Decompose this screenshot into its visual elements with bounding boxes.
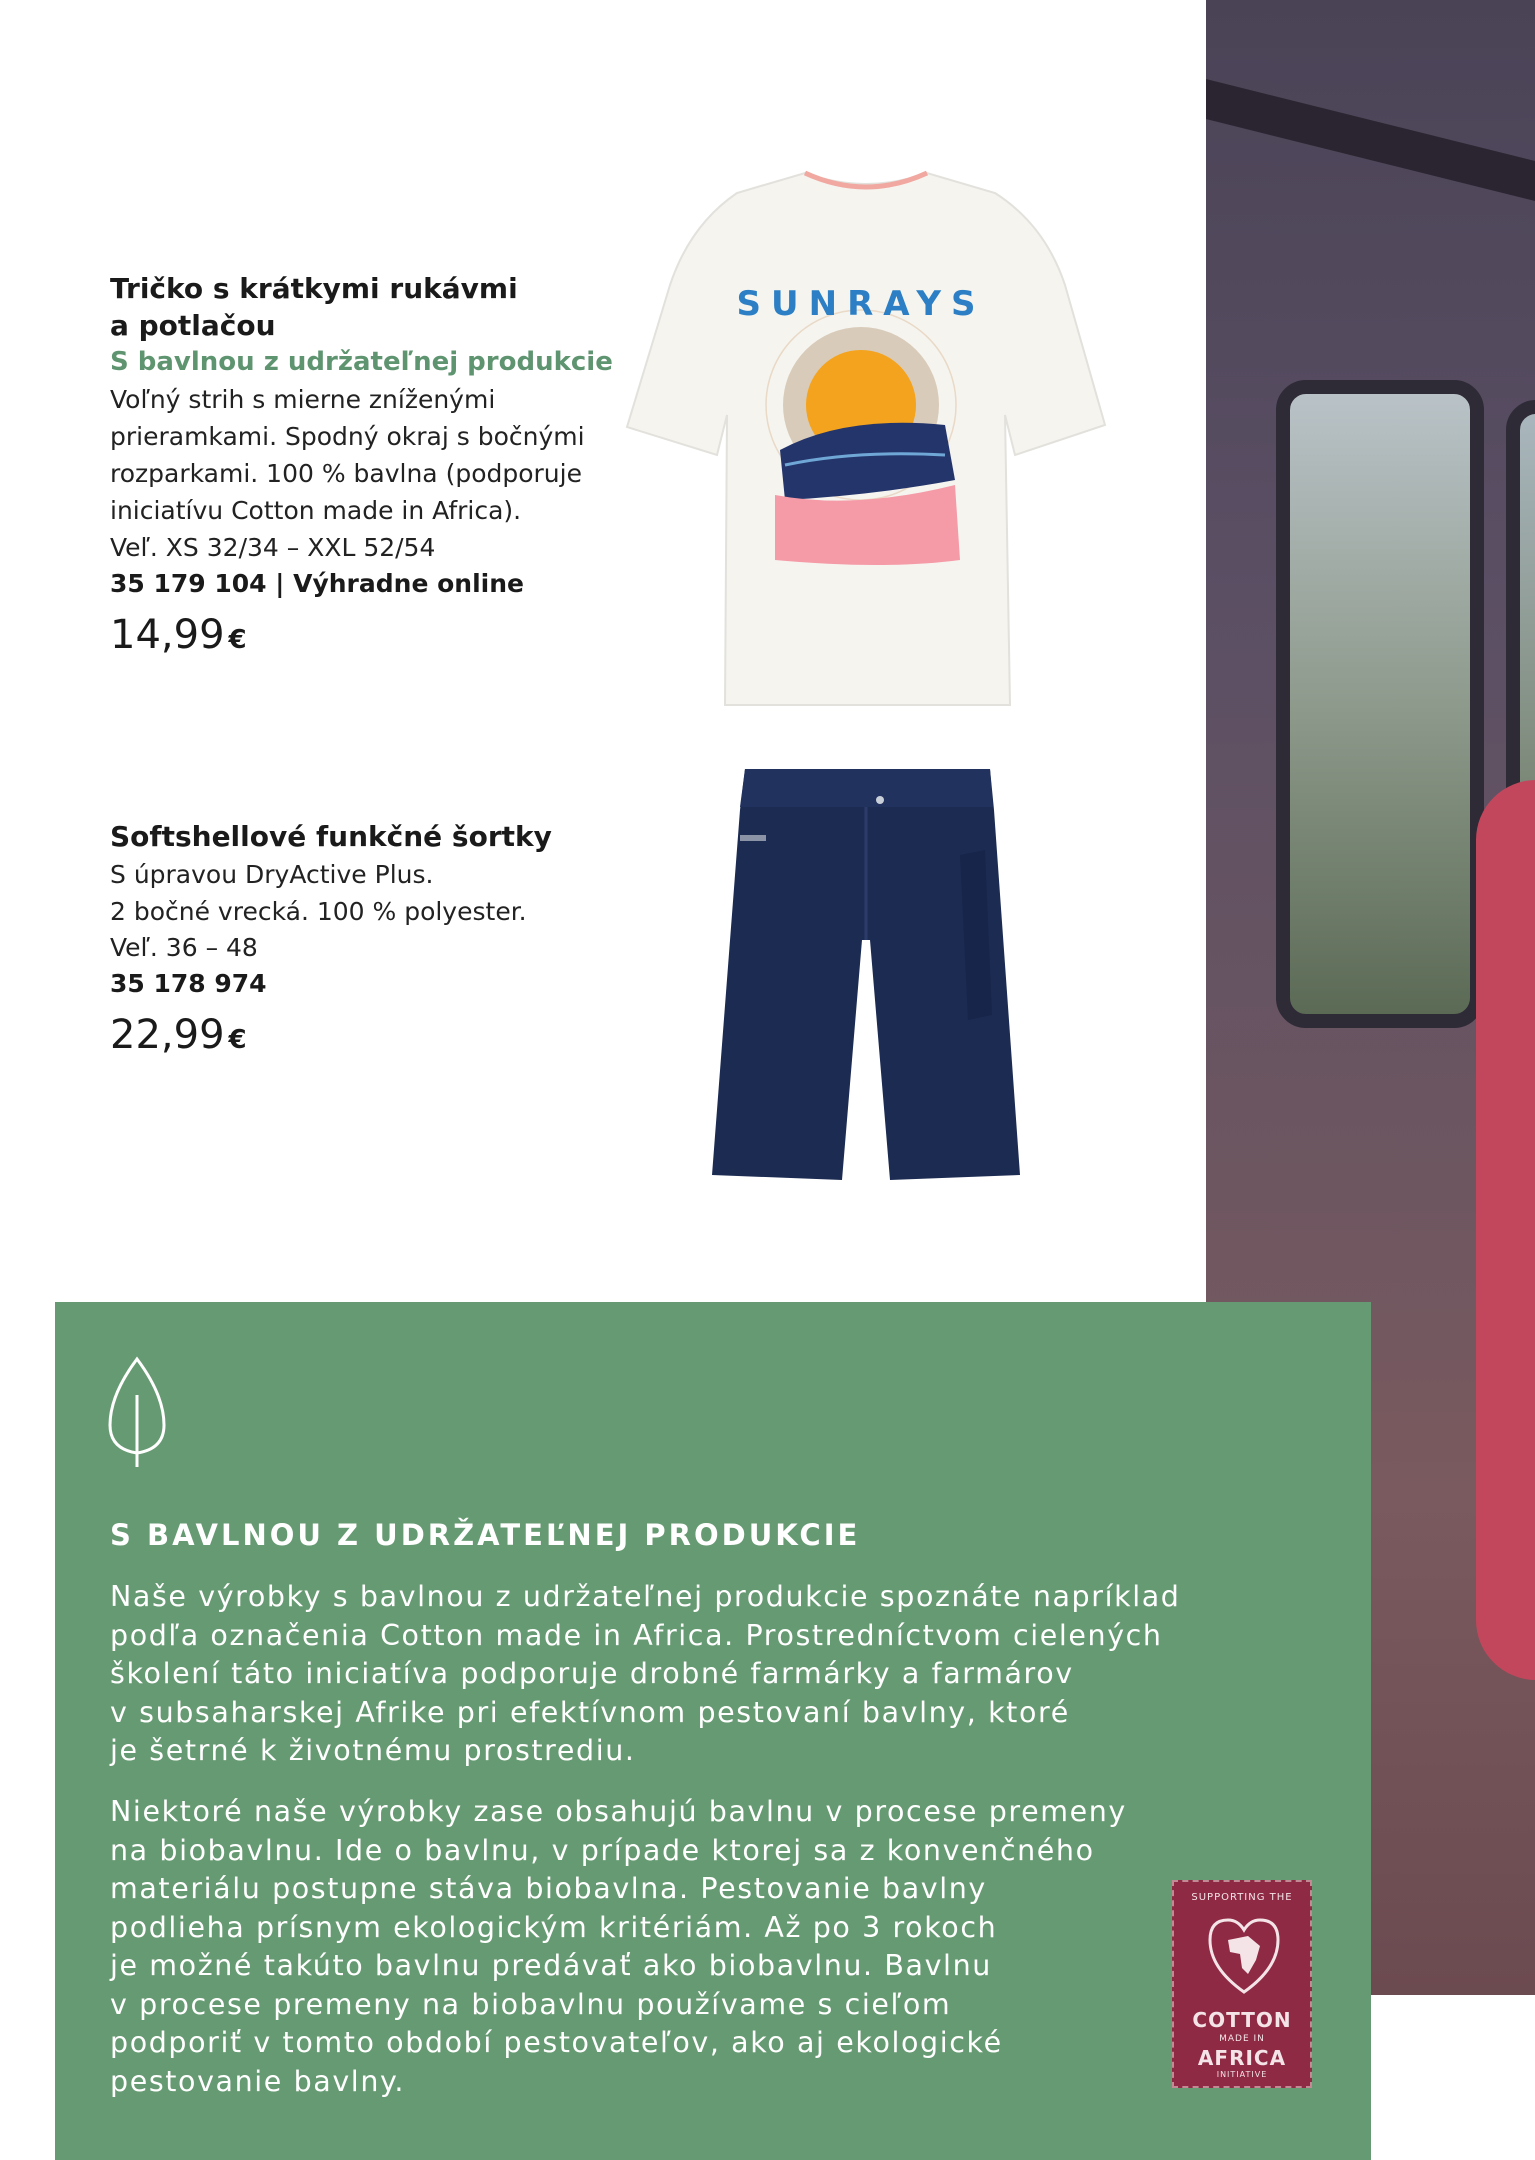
tshirt-image <box>625 165 1107 710</box>
africa-heart-icon <box>1204 1912 1284 1998</box>
badge-line-initiative: INITIATIVE <box>1216 2070 1268 2079</box>
product1-price <box>110 610 247 665</box>
tshirt-print-text: SUNRAYS <box>736 284 986 324</box>
product2-title: Softshellové funkčné šortky <box>110 820 552 853</box>
product1-currency: € <box>228 625 247 655</box>
product1-desc-line: rozparkami. 100 % bavlna (podporuje <box>110 459 582 488</box>
badge-line-made-in: MADE IN <box>1219 2034 1265 2044</box>
product1-desc-line: iniciatívu Cotton made in Africa). <box>110 496 522 525</box>
product2-size: Veľ. 36 – 48 <box>110 933 258 962</box>
product2-currency: € <box>228 1025 247 1055</box>
product1-desc-line: prieramkami. Spodný okraj s bočnými <box>110 422 585 451</box>
shorts-image <box>710 765 1022 1185</box>
badge-line-africa: AFRICA <box>1197 2046 1287 2070</box>
panel-paragraph-2: Niektoré naše výrobky zase obsahujú bavlnu v procese premeny na biobavlnu. Ide o bavlnu, v prípade ktorej sa z konvenčného materiálu postupne stáva biobavlna. Pestovanie bavlny podlieha prísnym ekologickým kritériám. Až po 3 rokoch je možné takúto bavlnu predávať ako biobavlnu. Bavlnu v procese premeny na biobavlnu používame s cieľom podporiť v tomto období pestovateľov, ako aj ekologické pestovanie bavlny. <box>110 1795 1127 2098</box>
panel-paragraph-1: Naše výrobky s bavlnou z udržateľnej produkcie spoznáte napríklad podľa označenia Cotton made in Africa. Prostredníctvom cielených školení táto iniciatíva podporuje drobné farmárky a farmárov v subsaharskej Afrike pri efektívnom pestovaní bavlny, ktoré je šetrné k životnému prostrediu. <box>110 1580 1181 1767</box>
panel-heading: S BAVLNOU Z UDRŽATEĽNEJ PRODUKCIE <box>110 1518 861 1552</box>
product1-price-value: 14,99 <box>110 612 225 658</box>
product2-desc-line: 2 bočné vrecká. 100 % polyester. <box>110 897 527 926</box>
product2-desc-line: S úpravou DryActive Plus. <box>110 860 434 889</box>
vehicle-window <box>1276 380 1484 1028</box>
product1-size: Veľ. XS 32/34 – XXL 52/54 <box>110 533 436 562</box>
product1-code: 35 179 104 | Výhradne online <box>110 569 524 598</box>
leaf-icon <box>106 1355 168 1470</box>
product2-price <box>110 1010 247 1065</box>
product1-subtitle: S bavlnou z udržateľnej produkcie <box>110 347 613 377</box>
product2-code: 35 178 974 <box>110 969 267 998</box>
product1-desc-line: Voľný strih s mierne zníženými <box>110 385 496 414</box>
product1-title-line1: Tričko s krátkymi rukávmi <box>110 272 518 305</box>
cotton-made-in-africa-badge <box>1172 1880 1312 2088</box>
badge-line-cotton: COTTON <box>1192 2008 1292 2032</box>
roof-rack <box>1206 79 1535 201</box>
product2-price-value: 22,99 <box>110 1012 225 1058</box>
person-red-jacket <box>1476 780 1535 1680</box>
product1-title-line2: a potlačou <box>110 309 276 342</box>
badge-top-text: SUPPORTING THE <box>1191 1892 1293 1903</box>
